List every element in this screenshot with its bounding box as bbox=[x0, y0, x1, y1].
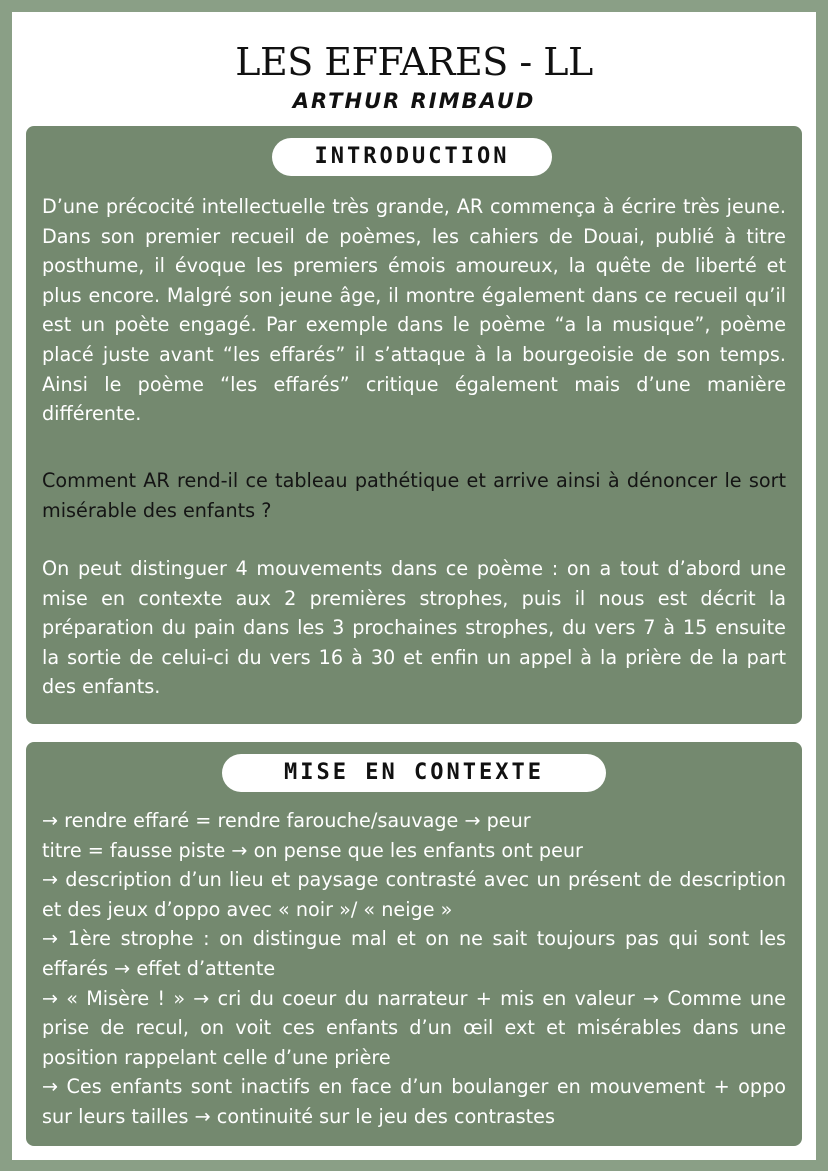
context-note: → description d’un lieu et paysage contrasté avec un présent de description et des jeux d’oppo avec « noir »/ « neige » bbox=[42, 868, 786, 921]
context-note: titre = fausse piste → on pense que les enfants ont peur bbox=[42, 838, 583, 862]
context-heading: MISE EN CONTEXTE bbox=[222, 754, 606, 792]
context-notes bbox=[42, 806, 786, 1132]
context-note: → Ces enfants sont inactifs en face d’un boulanger en mouvement + oppo sur leurs tailles → continuité sur le jeu des contrastes bbox=[42, 1075, 786, 1128]
context-note: → « Misère ! » → cri du coeur du narrateur + mis en valeur → Comme une prise de recul, on voit ces enfants d’un œil ext et misérables dans une position rappelant celle d’une prière bbox=[42, 986, 786, 1069]
document-page bbox=[12, 12, 816, 1160]
author-name: ARTHUR RIMBAUD bbox=[292, 89, 536, 113]
introduction-paragraph: D’une précocité intellectuelle très grande, AR commença à écrire très jeune. Dans son premier recueil de poèmes, les cahiers de Douai, publié à titre posthume, il évoque les premiers émois amoureux, la quête de liberté et plus encore. Malgré son jeune âge, il montre également dans ce recueil qu’il est un poète engagé. Par exemple dans le poème “a la musique”, poème placé juste avant “les effarés” il s’attaque à la bourgeoisie de son temps. Ainsi le poème “les effarés” critique également mais d’une manière différente. bbox=[42, 195, 786, 426]
problematic-question: Comment AR rend-il ce tableau pathétique et arrive ainsi à dénoncer le sort misérable des enfants ? bbox=[42, 469, 786, 522]
introduction-heading: INTRODUCTION bbox=[272, 138, 552, 176]
document-title: LES EFFARES - LL bbox=[235, 40, 593, 84]
context-note: → rendre effaré = rendre farouche/sauvage → peur bbox=[42, 809, 531, 832]
context-card bbox=[26, 742, 802, 1146]
movements-paragraph: On peut distinguer 4 mouvements dans ce poème : on a tout d’abord une mise en contexte aux 2 premières strophes, puis il nous est décrit la préparation du pain dans les 3 prochaines strophes, du vers 7 à 15 ensuite la sortie de celui-ci du vers 16 à 30 et enfin un appel à la prière de la part des enfants. bbox=[42, 557, 786, 699]
context-note: → 1ère strophe : on distingue mal et on ne sait toujours pas qui sont les effarés → effet d’attente bbox=[42, 927, 786, 980]
introduction-card bbox=[26, 126, 802, 724]
